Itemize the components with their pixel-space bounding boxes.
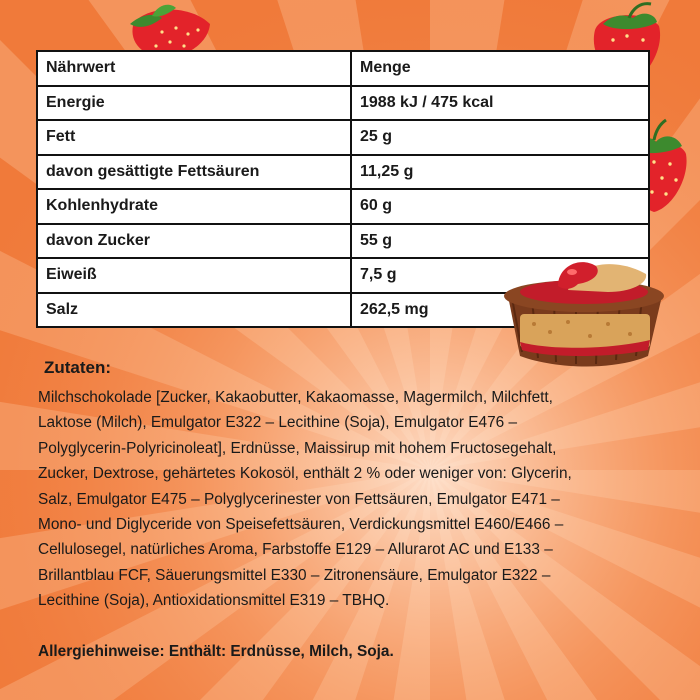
ingredients-text bbox=[38, 385, 678, 614]
nutrient-value: 25 g bbox=[351, 120, 649, 155]
table-header-label: Nährwert bbox=[37, 51, 351, 86]
table-row bbox=[37, 155, 649, 190]
nutrient-value: 11,25 g bbox=[351, 155, 649, 190]
ingredients-line: Milchschokolade [Zucker, Kakaobutter, Kakaomasse, Magermilch, Milchfett, bbox=[38, 389, 553, 406]
ingredients-line: Zucker, Dextrose, gehärtetes Kokosöl, enthält 2 % oder weniger von: Glycerin, bbox=[38, 465, 572, 483]
nutrient-label: Salz bbox=[37, 293, 351, 328]
ingredients-line: Cellulosegel, natürliches Aroma, Farbstoffe E129 – Allurarot AC und E133 – bbox=[38, 541, 553, 559]
nutrient-label: Fett bbox=[37, 120, 351, 155]
allergen-notice: Allergiehinweise: Enthält: Erdnüsse, Milch, Soja. bbox=[38, 643, 394, 660]
ingredients-line: Brillantblau FCF, Säuerungsmittel E330 – Zitronensäure, Emulgator E322 – bbox=[38, 566, 551, 584]
nutrient-value: 1988 kJ / 475 kcal bbox=[351, 86, 649, 121]
nutrient-label: Eiweiß bbox=[37, 258, 351, 293]
ingredients-heading: Zutaten: bbox=[44, 358, 112, 377]
ingredients-line: Polyglycerin-Polyricinoleat], Erdnüsse, Maissirup mit hohem Fructosegehalt, bbox=[38, 439, 557, 457]
table-row bbox=[37, 86, 649, 121]
nutrient-value: 55 g bbox=[351, 224, 649, 259]
nutrient-label: Kohlenhydrate bbox=[37, 189, 351, 224]
nutrient-label: davon Zucker bbox=[37, 224, 351, 259]
nutrient-value: 7,5 g bbox=[351, 258, 649, 293]
ingredients-line: Laktose (Milch), Emulgator E322 – Lecithine (Soja), Emulgator E476 – bbox=[38, 414, 518, 432]
peanut-butter-cup-icon bbox=[498, 252, 670, 370]
nutrient-label: davon gesättigte Fettsäuren bbox=[37, 155, 351, 190]
nutrient-value: 60 g bbox=[351, 189, 649, 224]
table-row bbox=[37, 189, 649, 224]
ingredients-line: Lecithine (Soja), Antioxidationsmittel E319 – TBHQ. bbox=[38, 592, 390, 610]
table-header-value: Menge bbox=[351, 51, 649, 86]
nutrient-value: 262,5 mg bbox=[351, 293, 649, 328]
ingredients-line: Mono- und Diglyceride von Speisefettsäuren, Verdickungsmittel E460/E466 – bbox=[38, 516, 564, 534]
nutrient-label: Energie bbox=[37, 86, 351, 121]
table-header-row bbox=[37, 51, 649, 86]
table-row bbox=[37, 120, 649, 155]
ingredients-line: Salz, Emulgator E475 – Polyglycerinester von Fettsäuren, Emulgator E471 – bbox=[38, 490, 560, 508]
